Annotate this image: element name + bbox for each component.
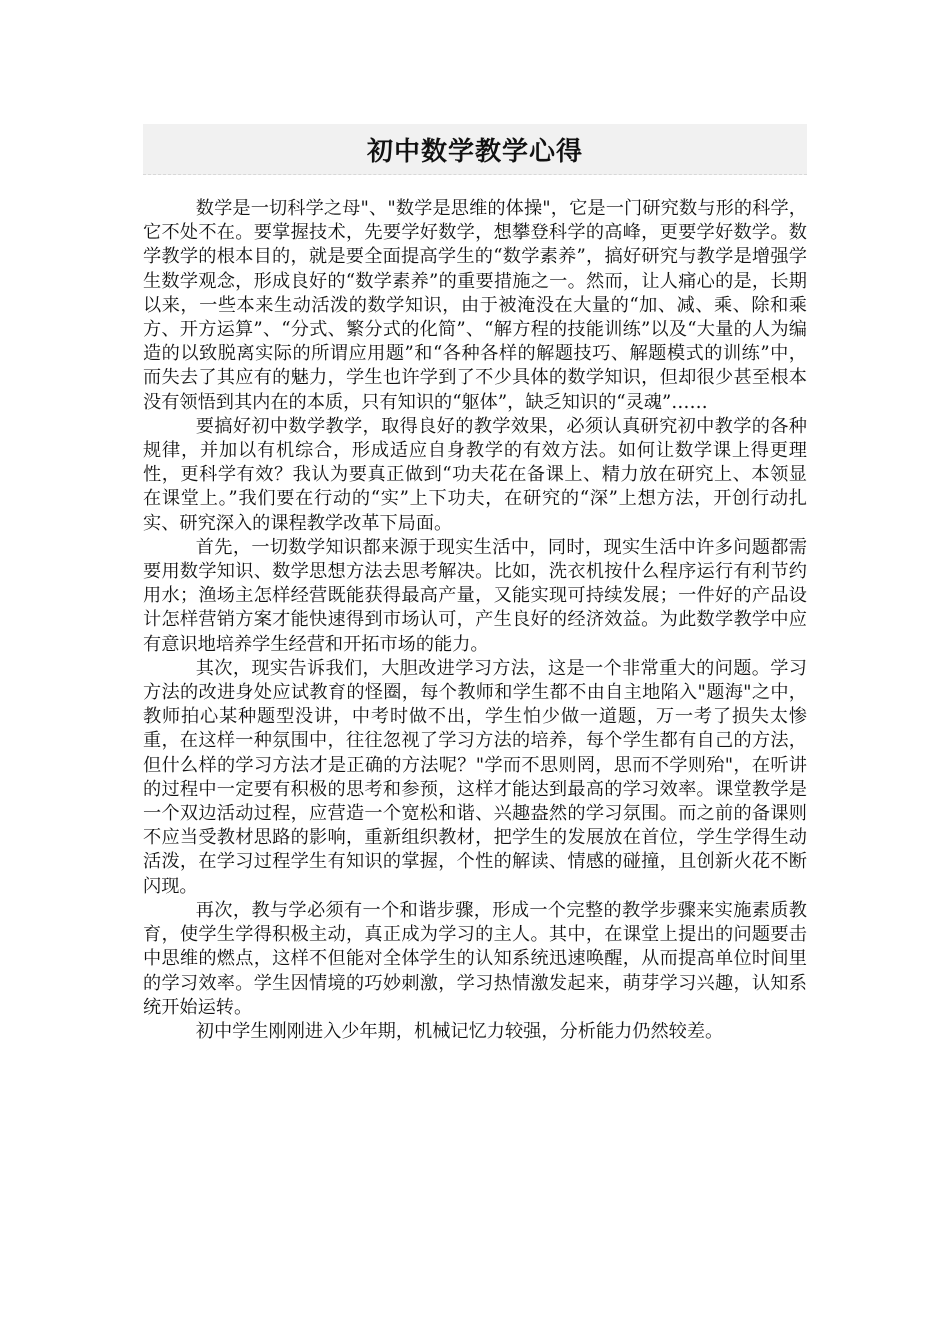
document-title: 初中数学教学心得 [366, 136, 583, 167]
paragraph: 初中学生刚刚进入少年期，机械记忆力较强，分析能力仍然较差。 [195, 1020, 724, 1042]
paragraph: 首先，一切数学知识都来源于现实生活中，同时，现实生活中许多问题都需要用数学知识、数学思想方法去思考解决。比如，洗衣机按什么程序运行有利节约用水；渔场主怎样经营既能获得最高产量，又能实现可持续发展；一件好的产品设计怎样营销方案才能快速得到市场认可，产生良好的经济效益。为此数学教学中应有意识地培养学生经营和开拓市场的能力。 [143, 536, 807, 655]
paragraph: 再次，教与学必须有一个和谐步骤，形成一个完整的教学步骤来实施素质教育，使学生学得积极主动，真正成为学习的主人。其中，在课堂上提出的问题要击中思维的燃点，这样不但能对全体学生的认知系统迅速唤醒，从而提高单位时间里的学习效率。学生因情境的巧妙刺激，学习热情激发起来，萌芽学习兴趣，认知系统开始运转。 [143, 899, 807, 1018]
document-body [143, 197, 807, 1044]
title-bar [143, 124, 807, 175]
paragraph: 其次，现实告诉我们，大胆改进学习方法，这是一个非常重大的问题。学习方法的改进身处应试教育的怪圈，每个教师和学生都不由自主地陷入"题海"之中，教师拍心某种题型没讲，中考时做不出，学生怕少做一道题，万一考了损失太惨重，在这样一种氛围中，往往忽视了学习方法的培养，每个学生都有自己的方法，但什么样的学习方法才是正确的方法呢？"学而不思则罔，思而不学则殆"，在听讲的过程中一定要有积极的思考和参预，这样才能达到最高的学习效率。课堂教学是一个双边活动过程，应营造一个宽松和谐、兴趣盎然的学习氛围。而之前的备课则不应当受教材思路的影响，重新组织教材，把学生的发展放在首位，学生学得生动活泼，在学习过程学生有知识的掌握，个性的解读、情感的碰撞，且创新火花不断闪现。 [143, 657, 807, 897]
paragraph: 数学是一切科学之母"、"数学是思维的体操"，它是一门研究数与形的科学，它不处不在。要掌握技术，先要学好数学，想攀登科学的高峰，更要学好数学。数学教学的根本目的，就是要全面提高学生的“数学素养”，搞好研究与教学是增强学生数学观念，形成良好的“数学素养”的重要措施之一。然而，让人痛心的是，长期以来，一些本来生动活泼的数学知识，由于被淹没在大量的“加、减、乘、除和乘方、开方运算”、“分式、繁分式的化简”、“解方程的技能训练”以及“大量的人为编造的以致脱离实际的所谓应用题”和“各种各样的解题技巧、解题模式的训练”中，而失去了其应有的魅力，学生也许学到了不少具体的数学知识，但却很少甚至根本没有领悟到其内在的本质，只有知识的“躯体”，缺乏知识的“灵魂”…… [143, 198, 807, 413]
paragraph: 要搞好初中数学教学，取得良好的教学效果，必须认真研究初中教学的各种规律，并加以有机综合，形成适应自身教学的有效方法。如何让数学课上得更理性，更科学有效？我认为要真正做到“功夫花在备课上、精力放在研究上、本领显在课堂上。”我们要在行动的“实”上下功夫，在研究的“深”上想方法，开创行动扎实、研究深入的课程教学改革下局面。 [143, 415, 807, 534]
